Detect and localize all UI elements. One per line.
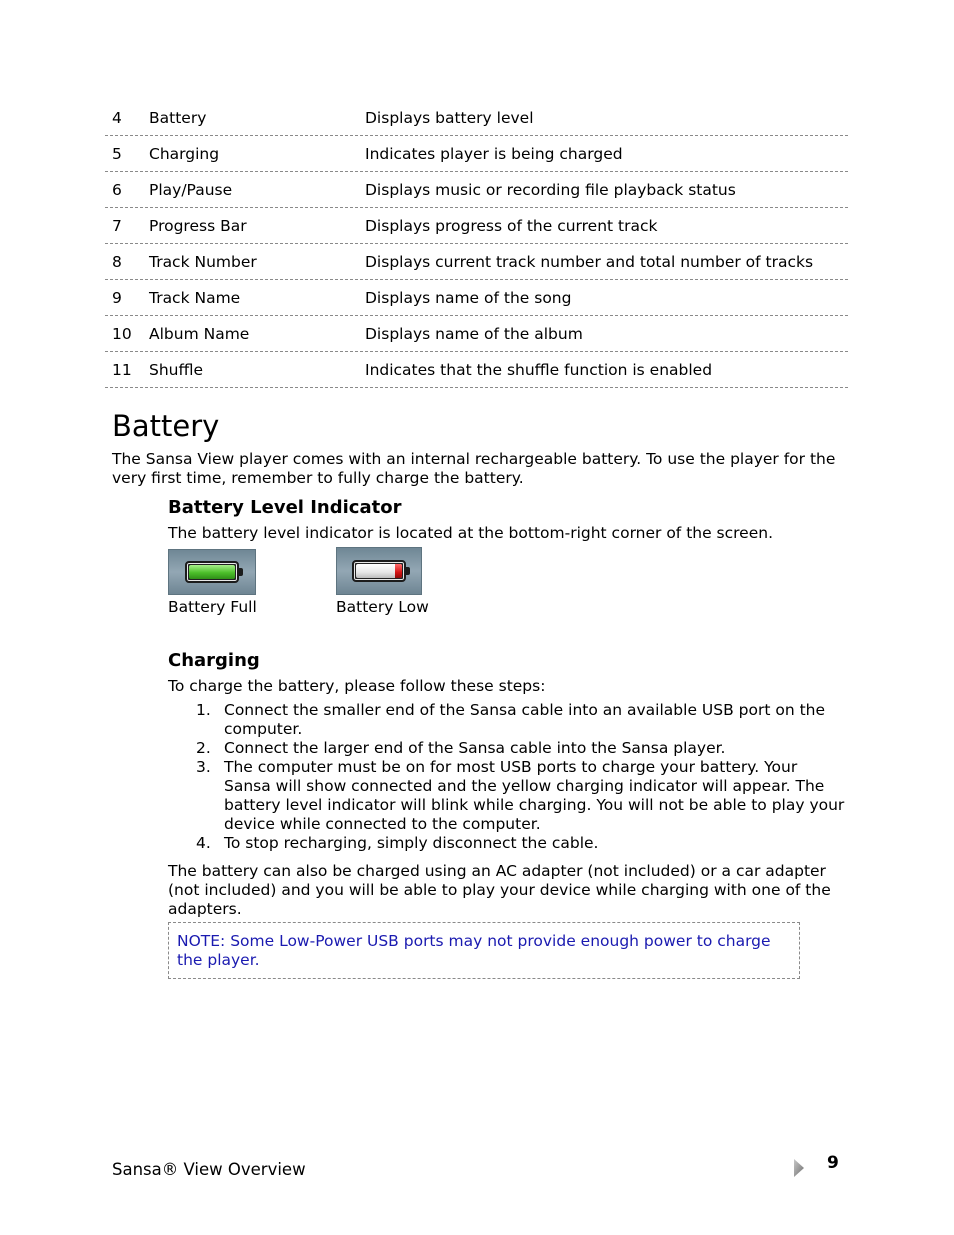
row-name: Shuffle	[149, 361, 204, 379]
caption-battery-low: Battery Low	[336, 598, 429, 616]
battery-level-indicator-text: The battery level indicator is located at the bottom-right corner of the screen.	[168, 524, 774, 542]
row-name: Play/Pause	[149, 181, 233, 199]
battery-low-icon	[336, 547, 422, 595]
row-description: Indicates player is being charged	[365, 145, 623, 163]
section-title-battery: Battery	[112, 409, 220, 443]
row-number: 8	[112, 253, 122, 271]
list-item	[168, 758, 848, 834]
row-number: 4	[112, 109, 122, 127]
step-text: The computer must be on for most USB ports to charge your battery. Your Sansa will show connected and the yellow charging indicator will appear. The battery level indicator will blink while charging. You will not be able to play your device while connected to the computer.	[224, 758, 845, 833]
table-row	[105, 136, 848, 172]
row-description: Displays music or recording file playback status	[365, 181, 736, 199]
row-name: Track Number	[149, 253, 257, 271]
row-number: 5	[112, 145, 122, 163]
list-item	[168, 834, 848, 853]
step-number: 2.	[196, 739, 211, 757]
step-text: To stop recharging, simply disconnect the cable.	[224, 834, 599, 852]
row-name: Progress Bar	[149, 217, 247, 235]
row-name: Battery	[149, 109, 207, 127]
step-text: Connect the larger end of the Sansa cable into the Sansa player.	[224, 739, 726, 757]
triangle-right-icon	[792, 1158, 806, 1178]
row-number: 9	[112, 289, 122, 307]
list-item	[168, 739, 848, 758]
table-row	[105, 280, 848, 316]
note-box	[168, 922, 800, 979]
charging-outro-paragraph: The battery can also be charged using an AC adapter (not included) or a car adapter (not included) and you will be able to play your device while charging with one of the adapters.	[168, 862, 831, 918]
caption-battery-full: Battery Full	[168, 598, 257, 616]
step-text: Connect the smaller end of the Sansa cable into an available USB port on the computer.	[224, 701, 826, 738]
table-row	[105, 316, 848, 352]
table-row	[105, 100, 848, 136]
page-number: 9	[827, 1153, 839, 1173]
heading-battery-level-indicator: Battery Level Indicator	[168, 497, 402, 518]
battery-intro-paragraph: The Sansa View player comes with an internal rechargeable battery. To use the player for the very first time, remember to fully charge the battery.	[112, 450, 836, 487]
footer-title: Sansa® View Overview	[112, 1160, 306, 1179]
row-description: Displays name of the album	[365, 325, 583, 343]
table-row	[105, 352, 848, 388]
display-elements-table	[105, 100, 848, 388]
list-item	[168, 701, 848, 739]
charging-steps-list	[168, 701, 848, 853]
heading-charging: Charging	[168, 650, 260, 671]
step-number: 4.	[196, 834, 211, 852]
row-description: Displays name of the song	[365, 289, 572, 307]
row-number: 10	[112, 325, 132, 343]
row-description: Indicates that the shuffle function is enabled	[365, 361, 713, 379]
row-description: Displays battery level	[365, 109, 534, 127]
row-number: 7	[112, 217, 122, 235]
row-number: 11	[112, 361, 132, 379]
row-description: Displays progress of the current track	[365, 217, 658, 235]
row-name: Album Name	[149, 325, 250, 343]
step-number: 3.	[196, 758, 211, 776]
row-number: 6	[112, 181, 122, 199]
table-row	[105, 172, 848, 208]
row-name: Charging	[149, 145, 220, 163]
charging-intro: To charge the battery, please follow these steps:	[168, 677, 546, 695]
battery-full-icon	[168, 549, 256, 595]
note-text: NOTE: Some Low-Power USB ports may not provide enough power to charge the player.	[177, 932, 771, 969]
table-row	[105, 244, 848, 280]
row-description: Displays current track number and total number of tracks	[365, 253, 814, 271]
step-number: 1.	[196, 701, 211, 719]
table-row	[105, 208, 848, 244]
row-name: Track Name	[149, 289, 241, 307]
